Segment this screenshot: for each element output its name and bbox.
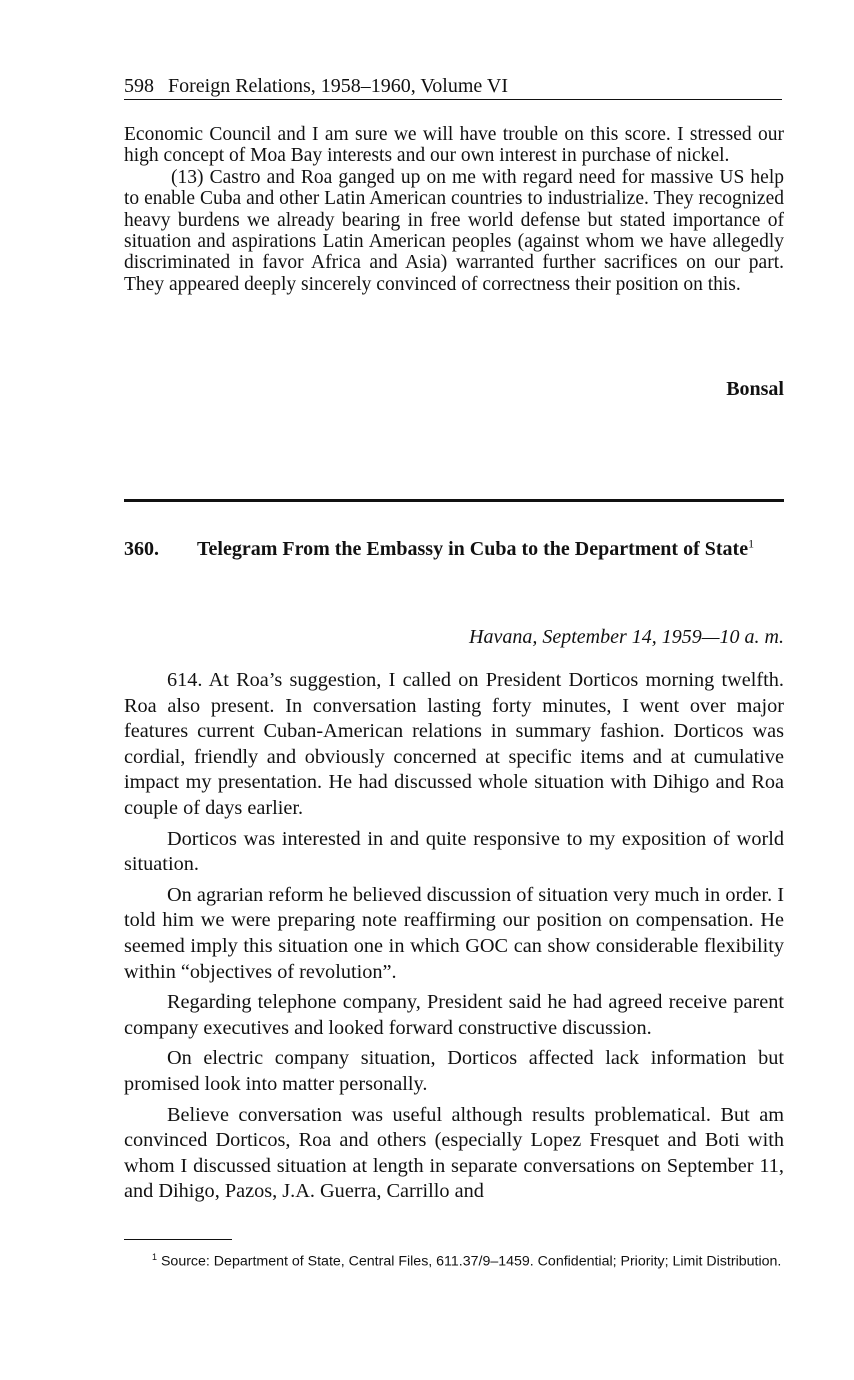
continuation-paragraph-13: (13) Castro and Roa ganged up on me with regard need for massive US help to enable Cuba and other Latin American countries to industrialize. They recognized heavy burdens we already bearing in free world defense but stated importance of situation and aspirations Latin American peoples (against whom we have allegedly discriminated in favor Africa and Asia) warranted further sacrifices on our part. They appeared deeply sincerely convinced of correctness their position on this.: [124, 166, 784, 295]
body-paragraph: On electric company situation, Dorticos affected lack information but promised look into matter personally.: [124, 1047, 784, 1095]
document-title: Telegram From the Embassy in Cuba to the Department of State: [197, 538, 749, 560]
body-paragraph: On agrarian reform he believed discussion of situation very much in order. I told him we were preparing note reaffirming our position on compensation. He seemed imply this situation one in which GOC can show considerable flexibility within “objectives of revolution”.: [124, 883, 784, 983]
dateline: Havana, September 14, 1959—10 a. m.: [469, 626, 784, 648]
previous-document-continuation: [124, 124, 784, 295]
body-paragraph: 614. At Roa’s suggestion, I called on President Dorticos morning twelfth. Roa also present. In conversation lasting forty minutes, I went over major features current Cuban-American relations in summary fashion. Dorticos was cordial, friendly and obviously concerned at specific items and at cumulative impact my presentation. He had discussed whole situation with Dihigo and Roa couple of days earlier.: [124, 669, 784, 819]
continuation-paragraph: Economic Council and I am sure we will have trouble on this score. I stressed our high concept of Moa Bay interests and our own interest in purchase of nickel.: [124, 124, 784, 167]
footnote: [124, 1247, 784, 1272]
body-paragraph: Believe conversation was useful although results problematical. But am convinced Dorticos, Roa and others (especially Lopez Fresquet and Boti with whom I discussed situation at length in separate conversations on September 11, and Dihigo, Pazos, J.A. Guerra, Carrillo and: [124, 1103, 784, 1203]
body-paragraph: Dorticos was interested in and quite responsive to my exposition of world situation.: [124, 827, 784, 876]
footnote-text: Source: Department of State, Central Files, 611.37/9–1459. Confidential; Priority; Limit Distribution.: [160, 1253, 782, 1270]
document-heading: [124, 537, 784, 562]
section-divider: [124, 499, 784, 502]
page-number: 598: [124, 75, 154, 97]
body-paragraph: Regarding telephone company, President said he had agreed receive parent company executives and looked forward constructive discussion.: [124, 991, 784, 1039]
document-number: 360.: [124, 538, 159, 560]
footnote-divider: [124, 1239, 232, 1240]
footnote-marker: 1: [152, 1252, 158, 1262]
running-header: [124, 74, 782, 100]
document-title-block: [197, 537, 784, 562]
running-title: Foreign Relations, 1958–1960, Volume VI: [168, 75, 508, 97]
signature: Bonsal: [726, 378, 784, 400]
document-body: [124, 668, 784, 1210]
footnote-reference[interactable]: 1: [748, 536, 755, 551]
